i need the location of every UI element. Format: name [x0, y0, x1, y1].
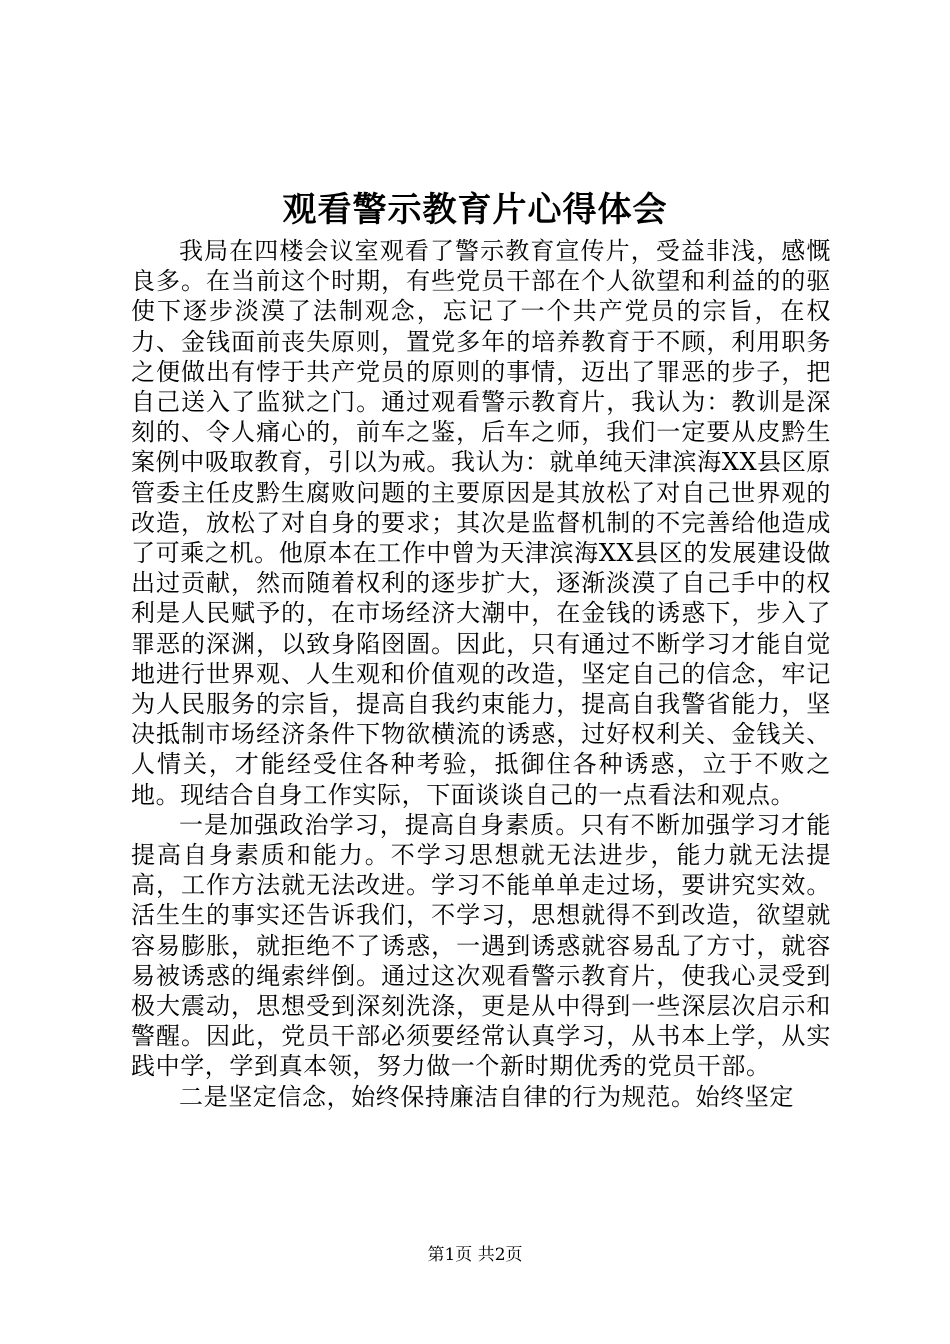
- document-body: [131, 236, 831, 1112]
- paragraph-point-one: 一是加强政治学习，提高自身素质。只有不断加强学习才能提高自身素质和能力。不学习思想就无法进步，能力就无法提高，工作方法就无法改进。学习不能单单走过场，要讲究实效。活生生的事实还告诉我们，不学习，思想就得不到改造，欲望就容易膨胀，就拒绝不了诱惑，一遇到诱惑就容易乱了方寸，就容易被诱惑的绳索绊倒。通过这次观看警示教育片，使我心灵受到极大震动，思想受到深刻洗涤，更是从中得到一些深层次启示和警醒。因此，党员干部必须要经常认真学习，从书本上学，从实践中学，学到真本领，努力做一个新时期优秀的党员干部。: [131, 810, 831, 1081]
- page-footer: 第1页 共2页: [427, 1245, 523, 1265]
- paragraph-point-two: 二是坚定信念，始终保持廉洁自律的行为规范。始终坚定: [179, 1082, 794, 1111]
- document-title: 观看警示教育片心得体会: [282, 190, 668, 230]
- paragraph-intro: 我局在四楼会议室观看了警示教育宣传片，受益非浅，感慨良多。在当前这个时期，有些党员干部在个人欲望和利益的的驱使下逐步淡漠了法制观念，忘记了一个共产党员的宗旨，在权力、金钱面前丧失原则，置党多年的培养教育于不顾，利用职务之便做出有悖于共产党员的原则的事情，迈出了罪恶的步子，把自己送入了监狱之门。通过观看警示教育片，我认为：教训是深刻的、令人痛心的，前车之鉴，后车之师，我们一定要从皮黔生案例中吸取教育，引以为戒。我认为：就单纯天津滨海XX县区原管委主任皮黔生腐败问题的主要原因是其放松了对自己世界观的改造，放松了对自身的要求；其次是监督机制的不完善给他造成了可乘之机。他原本在工作中曾为天津滨海XX县区的发展建设做出过贡献，然而随着权利的逐步扩大，逐渐淡漠了自己手中的权利是人民赋予的，在市场经济大潮中，在金钱的诱惑下，步入了罪恶的深渊，以致身陷囹圄。因此，只有通过不断学习才能自觉地进行世界观、人生观和价值观的改造，坚定自己的信念，牢记为人民服务的宗旨，提高自我约束能力，提高自我警省能力，坚决抵制市场经济条件下物欲横流的诱惑，过好权利关、金钱关、人情关，才能经受住各种考验，抵御住各种诱惑，立于不败之地。现结合自身工作实际，下面谈谈自己的一点看法和观点。: [131, 237, 831, 809]
